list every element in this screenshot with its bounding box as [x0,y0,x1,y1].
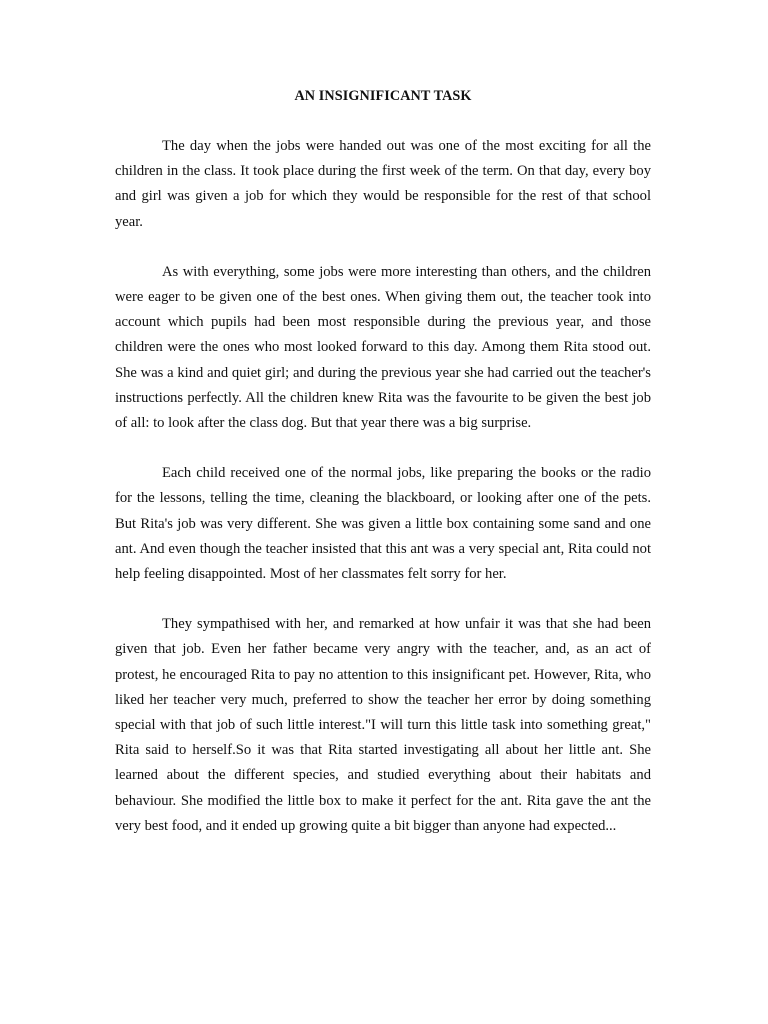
document-title: AN INSIGNIFICANT TASK [294,88,472,104]
paragraph-1: The day when the jobs were handed out was one of the most exciting for all the children in the class. It took place during the first week of the term. On that day, every boy and girl was given a job for which they would be responsible for the rest of that school year. [115,138,651,230]
paragraph-3: Each child received one of the normal jobs, like preparing the books or the radio for the lessons, telling the time, cleaning the blackboard, or looking after one of the pets. But Rita's job was very different. She was given a little box containing some sand and one ant. And even though the teacher insisted that this ant was a very special ant, Rita could not help feeling disappointed. Most of her classmates felt sorry for her. [115,465,651,583]
paragraph-2: As with everything, some jobs were more interesting than others, and the children were eager to be given one of the best ones. When giving them out, the teacher took into account which pupils had been most responsible during the previous year, and those children were the ones who most looked forward to this day. Among them Rita stood out. She was a kind and quiet girl; and during the previous year she had carried out the teacher's instructions perfectly. All the children knew Rita was the favourite to be given the best job of all: to look after the class dog. But that year there was a big surprise. [115,263,651,432]
paragraph-4: They sympathised with her, and remarked at how unfair it was that she had been given that job. Even her father became very angry with the teacher, and, as an act of protest, he encouraged Rita to pay no attention to this insignificant pet. However, Rita, who liked her teacher very much, preferred to show the teacher her error by doing something special with that job of such little interest."I will turn this little task into something great," Rita said to herself.So it was that Rita started investigating all about her little ant. She learned about the different species, and studied everything about their habitats and behaviour. She modified the little box to make it perfect for the ant. Rita gave the ant the very best food, and it ended up growing quite a bit bigger than anyone had expected... [115,616,651,834]
document-body [115,84,651,864]
